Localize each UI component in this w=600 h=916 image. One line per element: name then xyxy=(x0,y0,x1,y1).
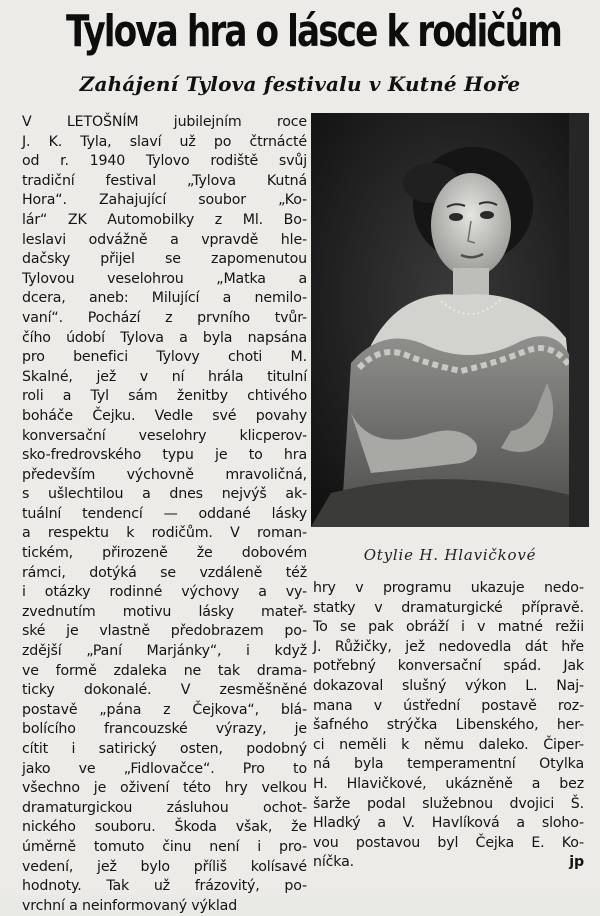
text-line: leslavi odvážně a vpravdě hle- xyxy=(22,231,307,248)
text-line: vou postavou byl Čejka E. Ko- xyxy=(313,834,584,851)
text-line: boháče Čejku. Vedle své povahy xyxy=(22,407,307,424)
text-line: dramaturgickou zásluhou ochot- xyxy=(22,799,307,816)
article-column-left xyxy=(22,113,307,916)
text-line: s ušlechtilou a dnes nejvýš ak- xyxy=(22,486,307,503)
text-line: J. K. Tyla, slaví už po čtrnácté xyxy=(22,133,307,150)
text-line: H. Hlavičkové, ukázněně a bez xyxy=(313,775,584,792)
text-line: vedení, jež bylo příliš kolísavé xyxy=(22,858,307,875)
text-line: nického souboru. Škoda však, že xyxy=(22,819,307,836)
text-line: dcera, aneb: Milující a nemilo- xyxy=(22,290,307,307)
actress-photo xyxy=(311,113,589,527)
text-line: dačsky přijel se zapomenutou xyxy=(22,251,307,268)
text-line-content: níčka. xyxy=(313,854,355,871)
text-line: všechno je oživení této hry velkou xyxy=(22,780,307,797)
text-line: od r. 1940 Tylovo rodiště svůj xyxy=(22,153,307,170)
text-line: Hladký a V. Havlíková a sloho- xyxy=(313,815,584,832)
headline: Tylova hra o lásce k rodičům xyxy=(66,6,561,57)
text-line: ské je vlastně předobrazem po- xyxy=(22,623,307,640)
text-line: tradiční festival „Tylova Kutná xyxy=(22,172,307,189)
text-line: konversační veselohry klicperov- xyxy=(22,427,307,444)
text-line: Tylovou veselohrou „Matka a xyxy=(22,270,307,287)
text-line: jako ve „Fidlovačce“. Pro to xyxy=(22,760,307,777)
text-line: ci neměli k němu daleko. Čiper- xyxy=(313,736,584,753)
text-line: V LETOŠNÍM jubilejním roce xyxy=(22,114,307,130)
article-column-right xyxy=(313,579,584,873)
text-line: hry v programu ukazuje nedo- xyxy=(313,580,584,596)
text-line: mana v ústřední postavě roz- xyxy=(313,697,584,714)
text-line: roli a Tyl sám ženitby chtivého xyxy=(22,388,307,405)
text-line: potřebný konversační spád. Jak xyxy=(313,658,584,675)
photo-caption: Otylie H. Hlavičkové xyxy=(363,546,537,564)
text-line: J. Růžičky, jež nedovedla dát hře xyxy=(313,638,584,655)
subheadline: Zahájení Tylova festivalu v Kutné Hoře xyxy=(79,72,521,96)
text-line: i otázky rodinné výchovy a vy- xyxy=(22,584,307,601)
text-line: šafného strýčka Libenského, her- xyxy=(313,717,584,734)
text-line: zdější „Paní Marjánky“, i když xyxy=(22,643,307,660)
text-line: To se pak obráží i v matné režii xyxy=(313,619,584,636)
text-line: sko-fredrovského typu je to hra xyxy=(22,447,307,464)
text-line: především výchovně mravoličná, xyxy=(22,466,307,483)
text-line: cítit i satirický osten, podobný xyxy=(22,741,307,757)
text-line: vaní“. Pochází z prvního tvůr- xyxy=(22,309,307,326)
text-line: tuální tendencí — oddané lásky xyxy=(22,505,307,522)
text-line: bolícího francouzské výrazy, je xyxy=(22,721,307,738)
text-line: šarže podal služebnou dvojici Š. xyxy=(313,795,584,812)
text-line: zvednutím motivu lásky mateř- xyxy=(22,603,307,620)
author-signature: jp xyxy=(569,854,584,871)
text-line: tickém, přirozeně že dobovém xyxy=(22,545,307,562)
text-line: a respektu k rodičům. V roman- xyxy=(22,525,307,542)
portrait-image xyxy=(311,113,589,527)
text-line: statky v dramaturgické přípravě. xyxy=(313,599,584,616)
text-line: ná byla temperamentní Otylka xyxy=(313,756,584,773)
text-line: dokazoval slušný výkon L. Naj- xyxy=(313,677,584,694)
text-line: rámci, dotýká se vzdáleně též xyxy=(22,564,307,581)
text-line: ve formě zdaleka ne tak drama- xyxy=(22,662,307,679)
text-line: postavě „pána z Čejkova“, blá- xyxy=(22,701,307,718)
text-line: Skalné, jež v ní hrála titulní xyxy=(22,368,307,385)
text-line: lár“ ZK Automobilky z Ml. Bo- xyxy=(22,211,307,228)
text-line: ticky dokonalé. V zesměšněné xyxy=(22,682,307,699)
text-line xyxy=(313,853,584,873)
text-line: pro benefici Tylovy choti M. xyxy=(22,349,307,366)
text-line: úměrně tomuto činu není i pro- xyxy=(22,838,307,855)
text-line: čího údobí Tylova a byla napsána xyxy=(22,329,307,346)
text-line: Hora“. Zahajující soubor „Ko- xyxy=(22,192,307,209)
text-line: hodnoty. Tak už frázovitý, po- xyxy=(22,878,307,895)
text-line: vrchní a neinformovaný výklad xyxy=(22,897,238,914)
